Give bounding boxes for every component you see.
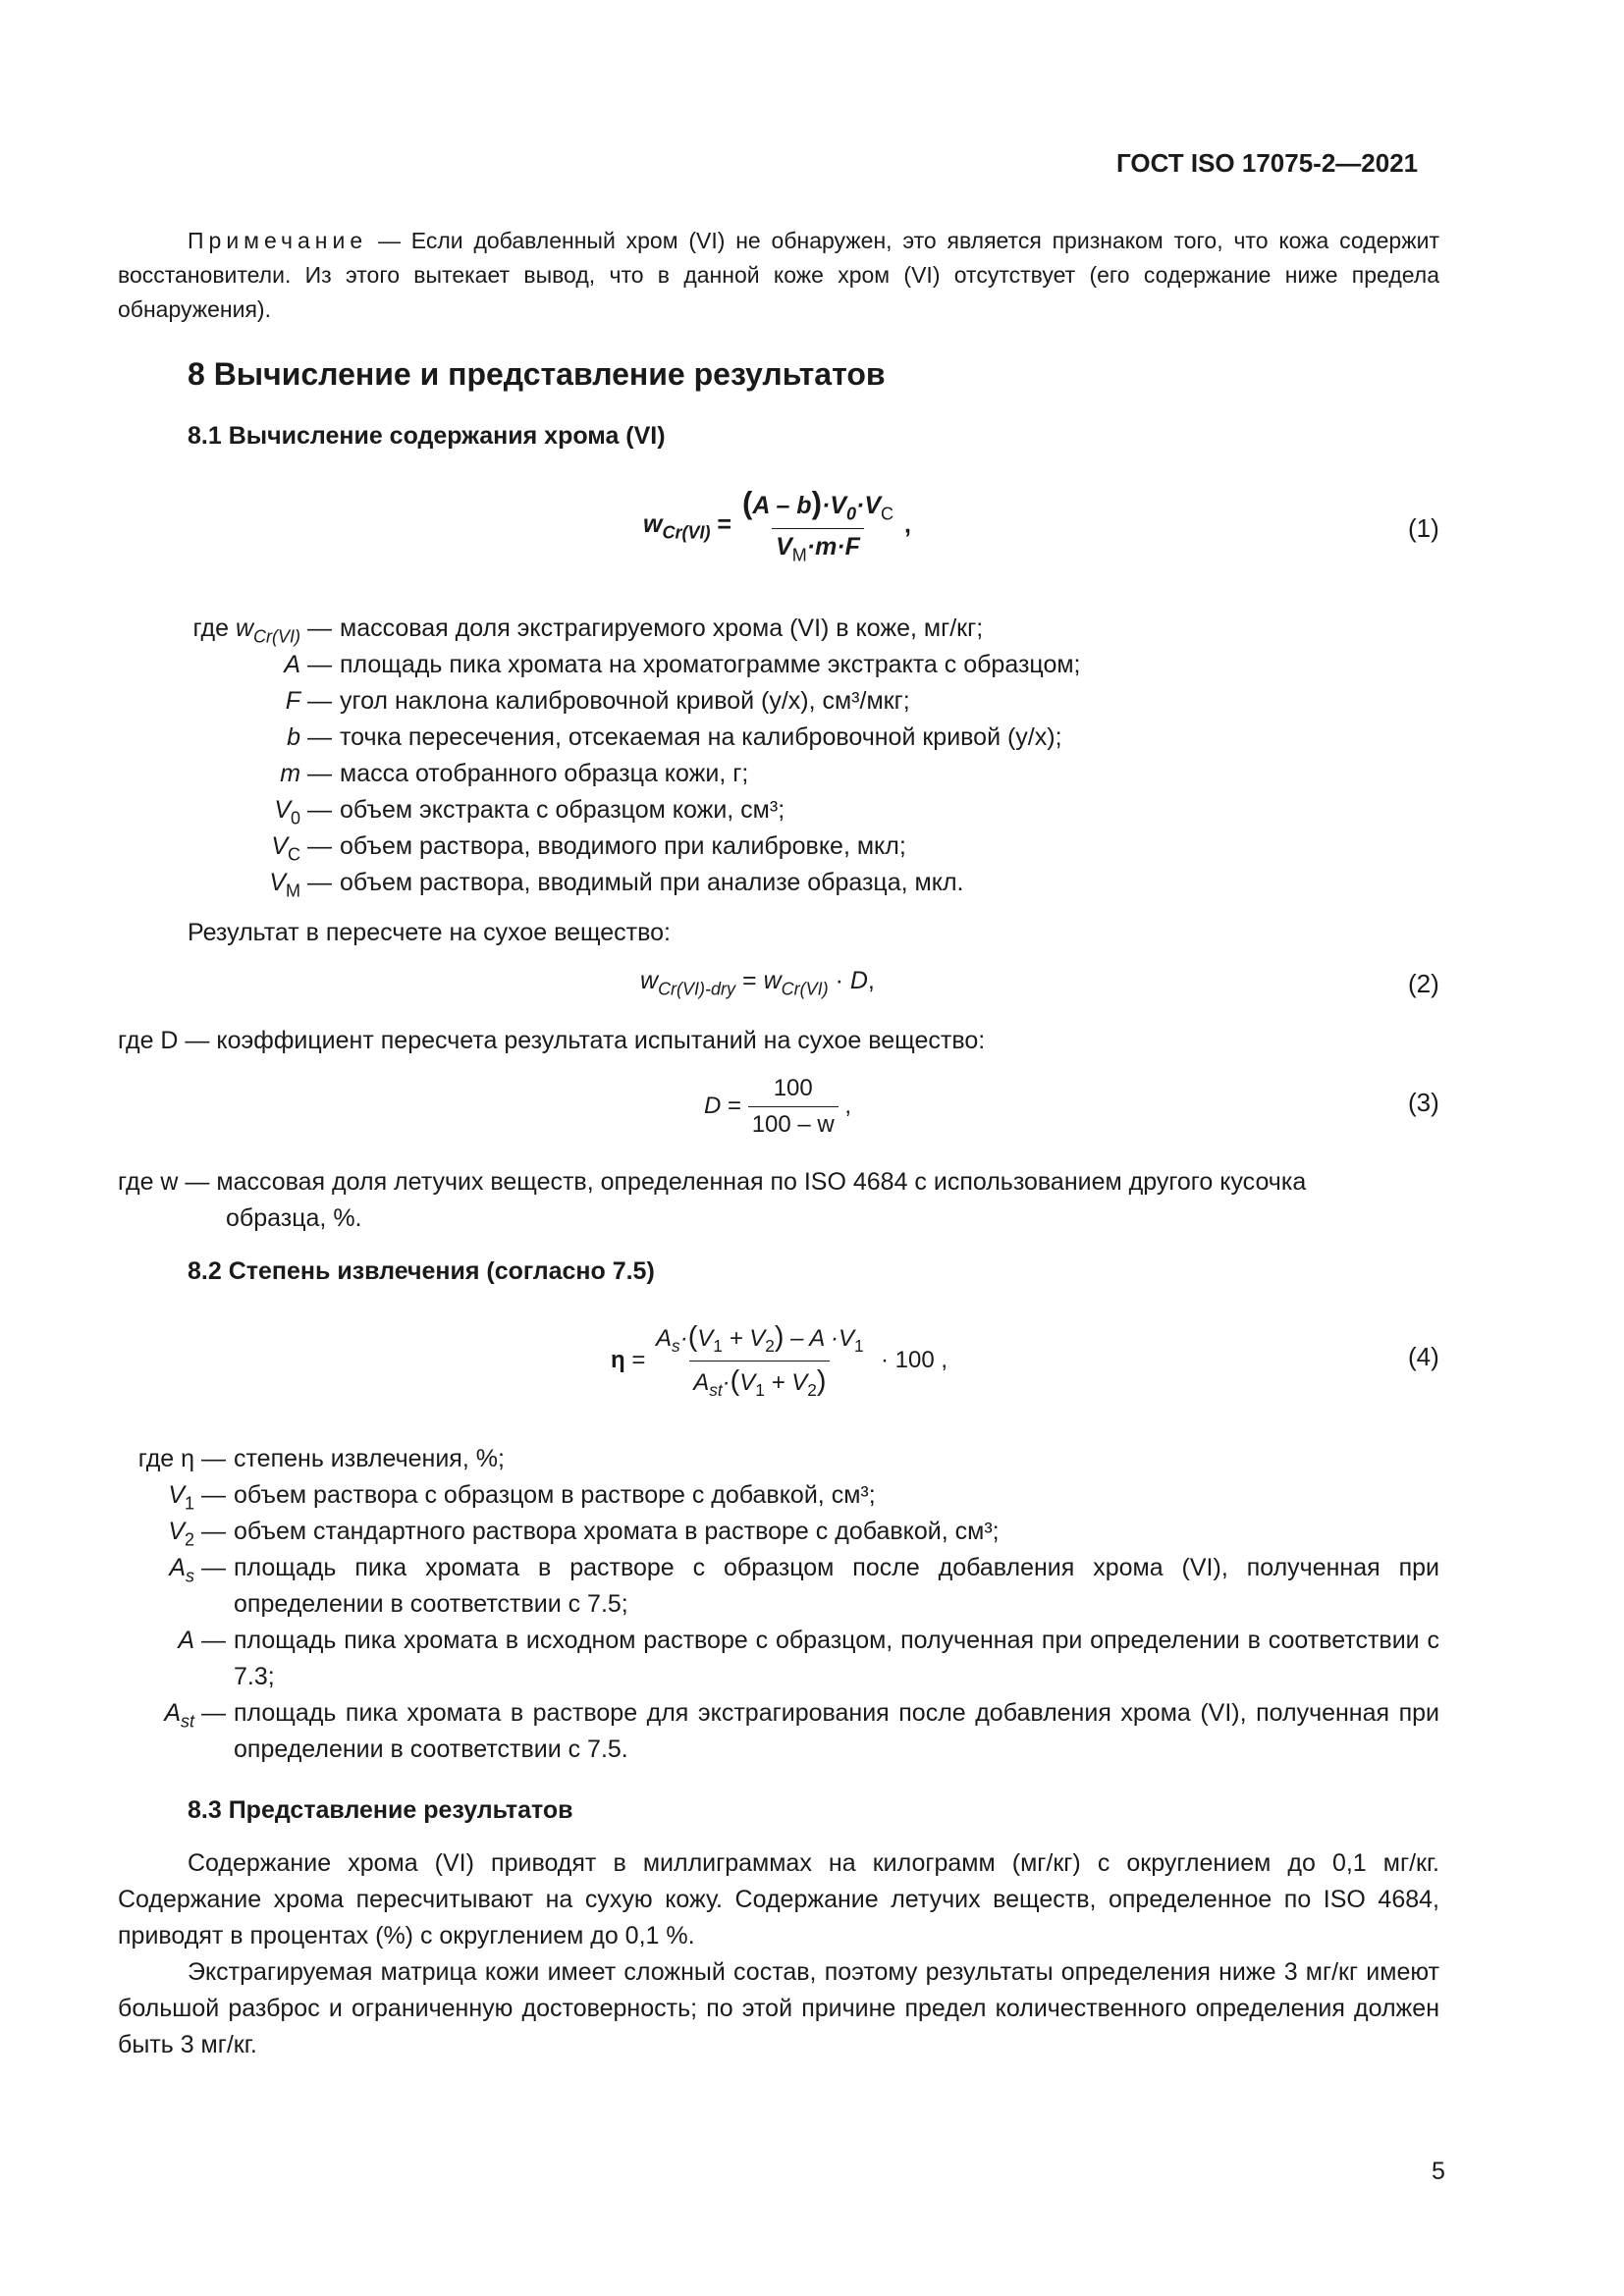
def-text: степень извлечения, %; (234, 1445, 505, 1472)
definition-row: m — масса отобранного образца кожи, г; (118, 756, 1439, 792)
subsection-8-2-heading: 8.2 Степень извлечения (согласно 7.5) (188, 1257, 655, 1285)
def-text: объем экстракта с образцом кожи, см³; (340, 796, 785, 824)
def-symbol: V (168, 1481, 186, 1509)
definition-row: A — площадь пика хромата в исходном растворе с образцом, полученная при определении в соответствии с 7.3; (118, 1623, 1439, 1695)
section-8-heading: 8 Вычисление и представление результатов (188, 356, 886, 392)
equation-4-number: (4) (1408, 1342, 1439, 1371)
definition-row: $V_1$ — объем раствора с образцом в растворе с добавкой, см³; (118, 1477, 1439, 1522)
def-symbol: A (169, 1554, 187, 1581)
results-paragraph-1: Содержание хрома (VI) приводят в миллиграммах на килограмм (мг/кг) с округлением до 0,1 мг/кг. Содержание хрома пересчитывают на сухую кожу. Содержание летучих веществ, определенное по ISO 4684, приводят в процентах (%) с округлением до 0,1 %. (118, 1849, 1439, 1949)
def-symbol-sub: M (286, 881, 301, 901)
def-symbol: V (271, 832, 289, 860)
def-text: объем раствора, вводимый при анализе образца, мкл. (340, 869, 964, 896)
where-w-line1: где w — массовая доля летучих веществ, определенная по ISO 4684 с использованием другого кусочка (118, 1168, 1307, 1196)
equation-3: D = $\frac{100}{100 - w}$ , (704, 1075, 852, 1138)
page-number: 5 (1432, 2158, 1445, 2185)
definition-row: b — точка пересечения, отсекаемая на калибровочной кривой (y/x); (118, 720, 1439, 756)
def-symbol: V (274, 796, 292, 824)
note-paragraph (118, 224, 1439, 327)
eq3-denominator: 100 – w (748, 1106, 839, 1139)
note-label: Примечание (188, 228, 368, 253)
def-symbol: V (269, 869, 287, 896)
def-text: объем раствора с образцом в растворе с добавкой, см³; (234, 1481, 876, 1509)
def-text: массовая доля экстрагируемого хрома (VI) в коже, мг/кг; (340, 614, 984, 642)
def-symbol: A (178, 1627, 195, 1654)
definition-row: $V_M$ — объем раствора, вводимый при анализе образца, мкл. (118, 865, 1439, 909)
equation-2: $w_{Cr(VI)-dry} = w_{Cr(VI)} \cdot D$, (640, 967, 875, 999)
def-symbol-sub: 2 (185, 1529, 195, 1550)
definition-row: $A_{st}$ — площадь пика хромата в растворе для экстрагирования после добавления хрома (VI), полученная при определении в соответствии с 7.5. (118, 1695, 1439, 1768)
equation-1-number: (1) (1408, 513, 1439, 543)
definition-row: $V_2$ — объем стандартного раствора хромата в растворе с добавкой, см³; (118, 1514, 1439, 1558)
document-header: ГОСТ ISO 17075-2—2021 (1116, 148, 1419, 178)
def-symbol-sub: 0 (291, 808, 301, 828)
def-text: площадь пика хромата на хроматограмме экстракта с образцом; (340, 651, 1081, 678)
def-text: площадь пика хромата в растворе для экстрагирования после добавления хрома (VI), полученная при определении в соответствии с 7.5. (234, 1699, 1439, 1763)
subsection-8-1-heading: 8.1 Вычисление содержания хрома (VI) (188, 422, 666, 450)
definition-row: A — площадь пика хромата на хроматограмме экстракта с образцом; (118, 647, 1439, 683)
def-symbol-sub: s (186, 1566, 195, 1586)
def-symbol: m (280, 760, 301, 787)
definition-row: F — угол наклона калибровочной кривой (y/x), см³/мкг; (118, 683, 1439, 720)
where-D: где D — коэффициент пересчета результата испытаний на сухое вещество: (118, 1027, 986, 1054)
def-text: площадь пика хромата в растворе с образцом после добавления хрома (VI), полученная при определении в соответствии с 7.5; (234, 1554, 1439, 1618)
definition-row: где $w_{Cr(VI)}$ — массовая доля экстрагируемого хрома (VI) в коже, мг/кг; (118, 611, 1439, 655)
equation-2-number: (2) (1408, 969, 1439, 998)
def-text: объем раствора, вводимого при калибровке, мкл; (340, 832, 906, 860)
results-paragraph-2: Экстрагируемая матрица кожи имеет сложный состав, поэтому результаты определения ниже 3 мг/кг имеют большой разброс и ограниченную достоверность; по этой причине предел количественного определения должен быть 3 мг/кг. (118, 1958, 1439, 2058)
def-symbol-sub: 1 (185, 1493, 195, 1514)
def-text: площадь пика хромата в исходном растворе с образцом, полученная при определении в соответствии с 7.3; (234, 1627, 1439, 1690)
def-symbol: V (168, 1518, 186, 1545)
def-text: угол наклона калибровочной кривой (y/x), см³/мкг; (340, 687, 910, 715)
dry-basis-intro: Результат в пересчете на сухое вещество: (188, 919, 671, 946)
def-symbol: b (287, 723, 301, 751)
equation-4: η = $\frac{A_s\cdot(V_1 + V_2) - A \cdot V_1}{A_{st}\cdot(V_1 + V_2)}$ · 100 , (611, 1321, 948, 1401)
definition-row: $V_0$ — объем экстракта с образцом кожи, см³; (118, 792, 1439, 836)
def-symbol: A (284, 651, 301, 678)
equation-3-number: (3) (1408, 1088, 1439, 1117)
definition-row: $V_C$ — объем раствора, вводимого при калибровке, мкл; (118, 828, 1439, 873)
definition-row: где η — степень извлечения, %; (118, 1441, 1439, 1477)
def-symbol-sub: st (181, 1711, 195, 1732)
def-text: масса отобранного образца кожи, г; (340, 760, 749, 787)
def-text: точка пересечения, отсекаемая на калибровочной кривой (y/x); (340, 723, 1062, 751)
equation-1: $w_{Cr(VI)}$ = $\frac{(A - b)\cdot V_0\cdot V_C}{V_M\cdot m\cdot F}$ , (643, 486, 911, 565)
def-symbol-sub: Cr(VI) (253, 626, 301, 647)
eq3-numerator: 100 (773, 1075, 813, 1101)
def-symbol: A (164, 1699, 182, 1727)
subsection-8-3-heading: 8.3 Представление результатов (188, 1796, 573, 1824)
def-symbol: где η (137, 1445, 195, 1472)
note-text: — Если добавленный хром (VI) не обнаружен, это является признаком того, что кожа содержит восстановители. Из этого вытекает вывод, что в данной коже хром (VI) отсутствует (его содержание ниже предела обнаружения). (118, 228, 1439, 322)
def-symbol-sub: C (288, 844, 301, 865)
def-symbol-prefix: где (192, 614, 236, 642)
def-symbol: F (285, 687, 301, 715)
where-w-line2: образца, %. (226, 1204, 362, 1232)
definition-row: $A_s$ — площадь пика хромата в растворе с образцом после добавления хрома (VI), полученная при определении в соответствии с 7.5; (118, 1550, 1439, 1623)
def-text: объем стандартного раствора хромата в растворе с добавкой, см³; (234, 1518, 1000, 1545)
